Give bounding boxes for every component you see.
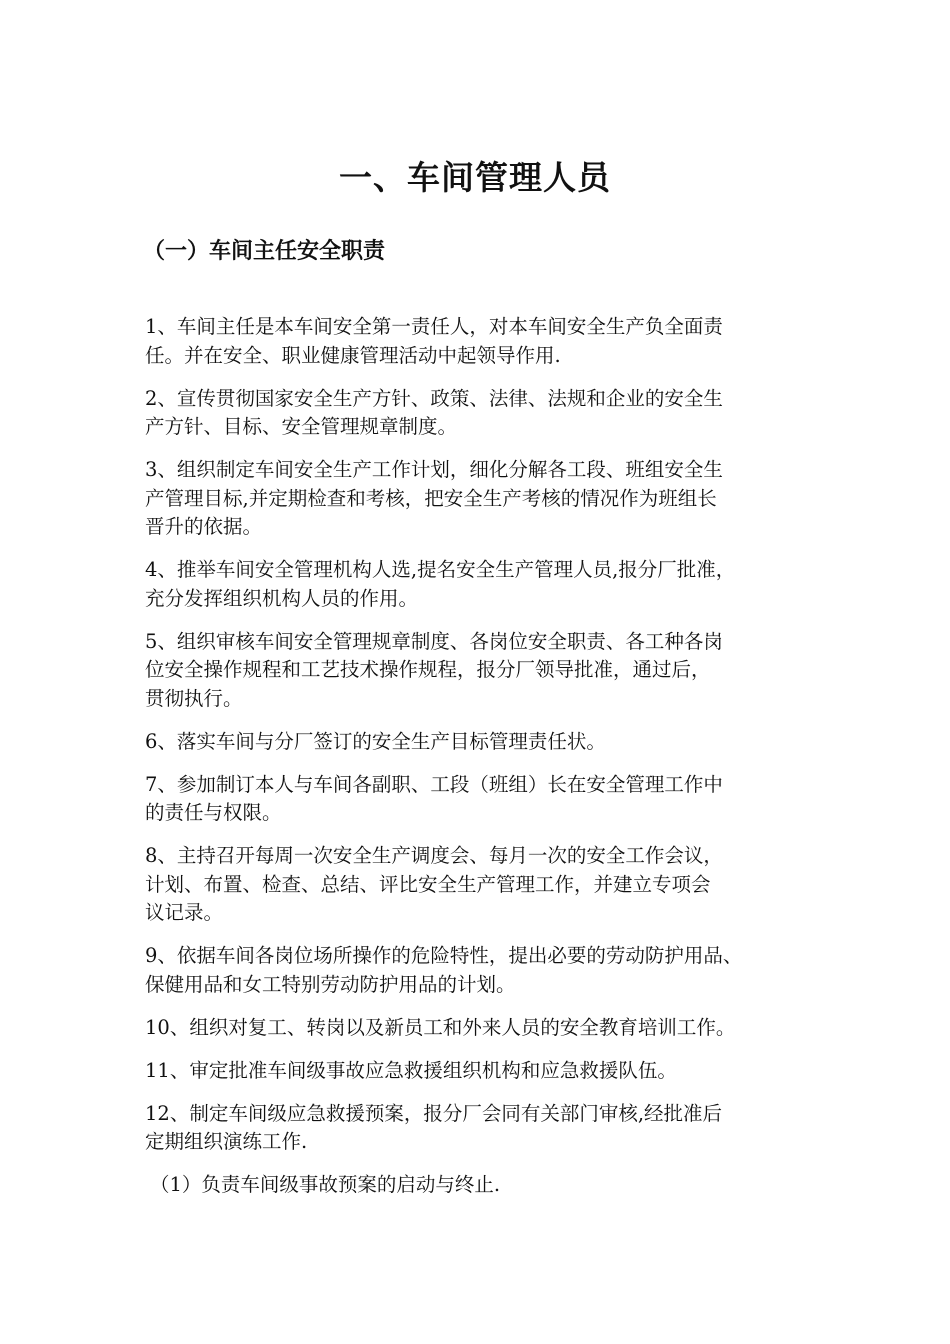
paragraph-line: 11、审定批准车间级事故应急救援组织机构和应急救援队伍。 <box>145 1058 677 1082</box>
section-heading: （一）车间主任安全职责 <box>143 239 386 264</box>
paragraph-line: 8、主持召开每周一次安全生产调度会、每月一次的安全工作会议， <box>145 844 723 867</box>
paragraph-3 <box>145 456 825 542</box>
paragraph-11 <box>145 1057 825 1086</box>
paragraph-line: 位安全操作规程和工艺技术操作规程，报分厂领导批准，通过后， <box>145 658 711 681</box>
paragraph-line: 计划、布置、检查、总结、评比安全生产管理工作，并建立专项会 <box>145 872 711 896</box>
paragraph-line: 3、组织制定车间安全生产工作计划，细化分解各工段、班组安全生 <box>145 458 723 481</box>
paragraph-line: 2、宣传贯彻国家安全生产方针、政策、法律、法规和企业的安全生 <box>145 386 723 410</box>
paragraph-line: 10、组织对复工、转岗以及新员工和外来人员的安全教育培训工作。 <box>145 1015 736 1039</box>
paragraph-line: 贯彻执行。 <box>145 686 243 710</box>
paragraph-8 <box>145 842 825 928</box>
paragraph-line: 产管理目标,并定期检查和考核，把安全生产考核的情况作为班组长 <box>145 486 717 510</box>
paragraph-line: 保健用品和女工特别劳动防护用品的计划。 <box>145 972 516 996</box>
paragraph-line: 9、依据车间各岗位场所操作的危险特性，提出必要的劳动防护用品、 <box>145 944 743 967</box>
paragraph-12 <box>145 1100 825 1157</box>
paragraph-line: 议记录。 <box>145 901 224 924</box>
paragraph-line: 12、制定车间级应急救援预案，报分厂会同有关部门审核,经批准后 <box>145 1101 723 1125</box>
paragraph-2 <box>145 385 825 442</box>
paragraph-7 <box>145 771 825 828</box>
sub-item: （1）负责车间级事故预案的启动与终止. <box>150 1173 501 1196</box>
paragraph-line: 5、组织审核车间安全管理规章制度、各岗位安全职责、各工种各岗 <box>145 629 723 653</box>
paragraph-line: 7、参加制订本人与车间各副职、工段（班组）长在安全管理工作中 <box>145 772 723 796</box>
paragraph-line: 充分发挥组织机构人员的作用。 <box>145 586 419 610</box>
paragraph-line: 6、落实车间与分厂签订的安全生产目标管理责任状。 <box>145 729 606 753</box>
paragraph-line: 定期组织演练工作. <box>145 1130 308 1153</box>
page-title: 一、车间管理人员 <box>339 158 611 197</box>
paragraph-9 <box>145 942 825 999</box>
document-body <box>145 313 825 1200</box>
paragraph-line: 任。并在安全、职业健康管理活动中起领导作用. <box>145 343 561 367</box>
paragraph-1 <box>145 313 825 370</box>
paragraph-10 <box>145 1014 825 1043</box>
paragraph-line: 晋升的依据。 <box>145 515 263 538</box>
paragraph-6 <box>145 728 825 757</box>
paragraph-4 <box>145 556 825 613</box>
paragraph-line: 4、推举车间安全管理机构人选,提名安全生产管理人员,报分厂批准， <box>145 558 736 581</box>
paragraph-line: 1、车间主任是本车间安全第一责任人，对本车间安全生产负全面责 <box>145 315 723 338</box>
paragraph-5 <box>145 628 825 714</box>
paragraph-line: 产方针、目标、安全管理规章制度。 <box>145 415 458 438</box>
paragraph-line: 的责任与权限。 <box>145 801 282 824</box>
